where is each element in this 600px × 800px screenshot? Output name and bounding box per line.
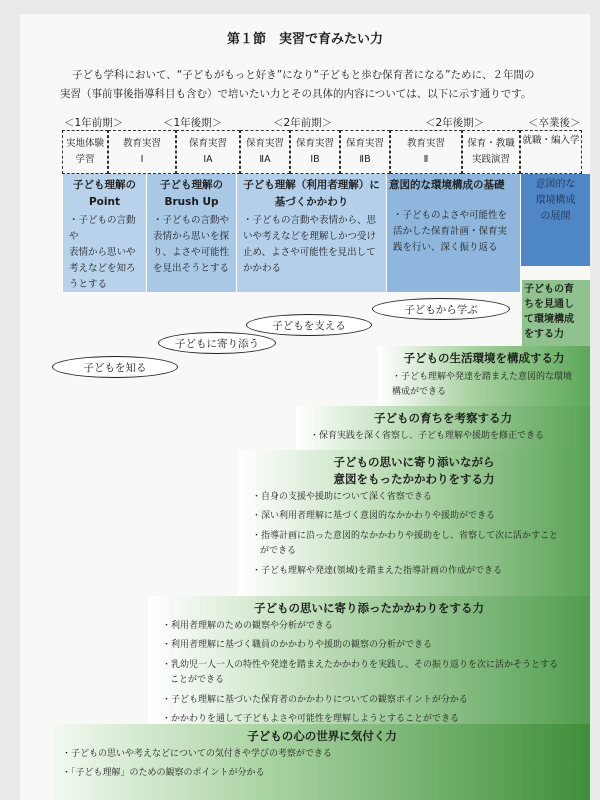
step-5: 子どもの生活環境を構成する力 ・子ども理解や発達を踏まえた意図的な環境 構成ができる [378, 346, 590, 406]
practicum-cell: 実地体験 学習 [62, 130, 108, 174]
document-page [20, 14, 590, 800]
step-top: 子どもの育 ちを見通し て環境構成 をする力 [522, 280, 590, 346]
step-3: 子どもの思いに寄り添いながら 意図をもったかかわりをする力 ・自身の支援や援助について深く省察できる ・深い利用者理解に基づく意図的なかかわりや援助ができる ・指導計画に沿った意図的なかかわりや援助をし、省察して次に活かすこと ができる ・子ども理解や発達(領域)を踏まえた指導計画の作成ができる [238, 450, 590, 596]
intro-line-2: 実習（事前事後指導科目も含む）で培いたい力とその具体的内容については、以下に示す通りです。 [60, 88, 532, 100]
period-label: ＜2年後期＞ [425, 117, 485, 129]
period-label: ＜1年後期＞ [163, 117, 223, 129]
intro-paragraph [60, 66, 578, 104]
stage-oval: 子どもから学ぶ [372, 298, 510, 320]
step-4: 子どもの育ちを考察する力 ・保育実践を深く省察し、子ども理解や援助を修正できる [296, 406, 590, 450]
practicum-cell: 保育・教職 実践演習 [462, 130, 520, 174]
step-2: 子どもの思いに寄り添ったかかわりをする力 ・利用者理解のための観察や分析ができる ・利用者理解に基づく職員のかかわりや援助の観察の分析ができる ・乳幼児一人一人の特性や発達を踏まえたかかわりを実践し、その振り返りを次に活かそうとする ことができる ・子ども理解に基づいた保育者のかかわりについての観察ポイントが分かる ・かかわりを通して子どもよさや可能性を理解しようとすることができる [148, 596, 590, 724]
period-row [20, 115, 590, 129]
practicum-cell: 保育実習 ⅡB [340, 130, 390, 174]
goal-box: 意図的な 環境構成 の展開 [520, 174, 590, 266]
goal-box: 意図的な環境構成の基礎 ・子どものよさや可能性を 活かした保育計画・保育実 践を行い、深く振り返る [386, 174, 520, 292]
practicum-cell: 教育実習 Ⅰ [108, 130, 176, 174]
period-label: ＜1年前期＞ [64, 117, 124, 129]
practicum-row [62, 130, 582, 174]
practicum-cell: 保育実習 ⅠB [290, 130, 340, 174]
stage-oval: 子どもを知る [52, 356, 178, 378]
practicum-cell: 就職・編入学 [520, 130, 582, 174]
period-label: ＜卒業後＞ [528, 117, 581, 129]
goal-box: 子ども理解（利用者理解）に 基づくかかわり ・子どもの言動や表情から、思 いや考えなどを理解しかつ受け 止め、よさや可能性を見出して かかわる [236, 174, 386, 292]
step-1: 子どもの心の世界に気付く力 ・子どもの思いや考えなどについての気付きや学びの考察ができる ・「子ども理解」のための観察のポイントが分かる [54, 724, 590, 800]
goal-box: 子ども理解の Point ・子どもの言動や 表情から思いや 考えなどを知ろ うとする [62, 174, 146, 292]
practicum-cell: 保育実習 ⅡA [240, 130, 290, 174]
section-title: 第１節 実習で育みたい力 [226, 32, 383, 47]
goal-box: 子ども理解の Brush Up ・子どもの言動や 表情から思いを探 り、よさや可能性 を見出そうとする [146, 174, 236, 292]
practicum-cell: 教育実習 Ⅱ [390, 130, 462, 174]
intro-line-1: 子ども学科において、“子どもがもっと好き”になり“子どもと歩む保育者になる”ために、２年間の [72, 69, 535, 81]
stage-oval: 子どもに寄り添う [158, 332, 276, 354]
period-label: ＜2年前期＞ [273, 117, 333, 129]
practicum-cell: 保育実習 ⅠA [176, 130, 240, 174]
stage-oval: 子どもを支える [246, 314, 372, 336]
